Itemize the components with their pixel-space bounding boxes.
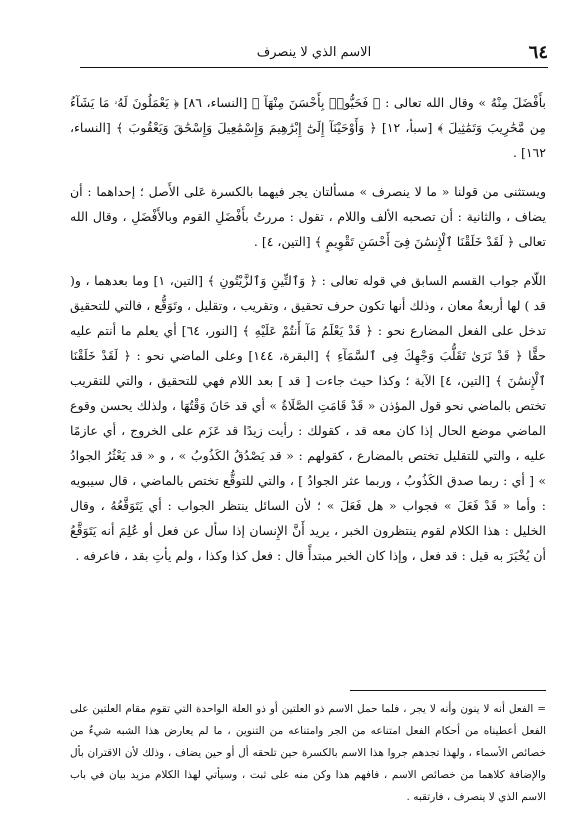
page-header [80, 42, 548, 68]
running-title: الاسم الذي لا ينصرف [256, 45, 372, 60]
paragraph-continuation: بأَفْضَلَ مِنْهُ » وقال الله تعالى : ﴿ فَحَيُّوا۟ بِأَحْسَنَ مِنْهَآ ﴾ [النساء، ٨٦] ﴿ يَعْمَلُونَ لَهُۥ مَا يَشَآءُ مِن مَّحَٰرِيبَ وَتَمَٰثِيلَ ﴾ [سبأ، ١٢] ﴿ وَأَوْحَيْنَآ إِلَىٰٓ إِبْرَٰهِيمَ وَإِسْمَٰعِيلَ وَإِسْحَٰقَ وَيَعْقُوبَ ﴾ [النساء، ١٦٢] . [70, 95, 547, 160]
main-text [70, 90, 546, 568]
footnote: = الفعل أنه لا ينون وأنه لا يجر ، فلما حمل الاسم ذو العلتين أو ذو العلة الواحدة التي تقوم مقام العلتين على الفعل أعطيناه من أحكام الفعل امتناعه من الجر وامتناعه من التنوين ، ما لم يعارض هذا الشبه شيءٌ من خصائص الأسماء ، ولهذا تجدهم جروا هذا الاسم بالكسرة حين تلحقه أل أو حين يضاف ، وذلك لأن الاقتران بأل والإضافة كلاهما من خصائص الاسم ، فافهم هذا وكن منه على ثبت ، وسيأتي لهذا الكلام مزيد بيان في باب الاسم الذي لا ينصرف ، فارتقبه . [70, 703, 546, 803]
page-number: ٦٤ [528, 42, 548, 63]
footnote-rule [350, 690, 546, 691]
paragraph-qad: اللّام جواب القسم السابق في قوله تعالى : ﴿ وَٱلتِّينِ وَٱلزَّيْتُونِ ﴾ [التين، ١] وما بعدهما ، و( قد ) لها أربعةُ معان ، وذلك أنها تكون حرف تحقيق ، وتقريب ، وتقليل ، وتَوَقُّع ، فالتي للتحقيق تدخل على الفعل المضارع نحو : ﴿ قَدْ يَعْلَمُ مَآ أَنتُمْ عَلَيْهِ ﴾ [النور، ٦٤] أي يعلم ما أنتم عليه حقًّا ﴿ قَدْ نَرَىٰ تَقَلُّبَ وَجْهِكَ فِى ٱلسَّمَآءِ ﴾ [البقرة، ١٤٤] وعلى الماضي نحو : ﴿ لَقَدْ خَلَقْنَا ٱلْإِنسَٰنَ ﴾ [التين، ٤] الآية ؛ وكذا حيث جاءت [ قد ] بعد اللام فهي للتحقيق ، والتي للتقريب تختص بالماضي نحو قول المؤذن « قَدْ قَامَتِ الصَّلَاةُ » أي قد حَانَ وَقْتُهَا ، ولذلك يحسن وقوع الماضي موضع الحال إذا كان معه قد ، كقولك : رأيت زيدًا قد عَزَم على الخروج ، أي عازمًا عليه ، والتي للتقليل تختص بالمضارع ، كقولهم : « قد يَصْدُقُ الكَذُوبُ » ، و « قد يَعْثُرُ الجوادُ » [ أي : ربما صدق الكَذُوبُ ، وربما عثر الجوادُ ] ، والتي للتوقُّع تختص بالماضي ، قال سيبويه : وأما « قَدْ فَعَلَ » فجواب « هل فَعَلَ » ؛ لأن السائل ينتظر الجواب : أي يَتَوَقَّعُهُ ، وقال الخليل : هذا الكلام لقوم ينتظرون الخبر ، يريد أَنَّ الإِنسان إذا سأل عن فعل أو عُلِمَ أنه يَتَوَقَّعُ أن يُخْبَرَ به قيل : قد فعل ، وإذا كان الخبر مبتدأً قال : فعل كذا وكذا ، ولم يأتِ بقد ، فاعرفه . [70, 273, 546, 563]
paragraph-exceptions: ويستثنى من قولنا « ما لا ينصرف » مسألتان يجر فيهما بالكسرة عَلى الأَصل ؛ إحداهما : أن يضاف ، والثانية : أن تصحبه الألف واللام ، تقول : مررتُ بأَفْضَلِ القوم وبالأَفْضَلِ ، وقال الله تعالى ﴿ لَقَدْ خَلَقْنَا ٱلْإِنسَٰنَ فِىٓ أَحْسَنِ تَقْوِيمٍ ﴾ [التين، ٤] . [70, 184, 546, 249]
header-rule [80, 67, 548, 68]
